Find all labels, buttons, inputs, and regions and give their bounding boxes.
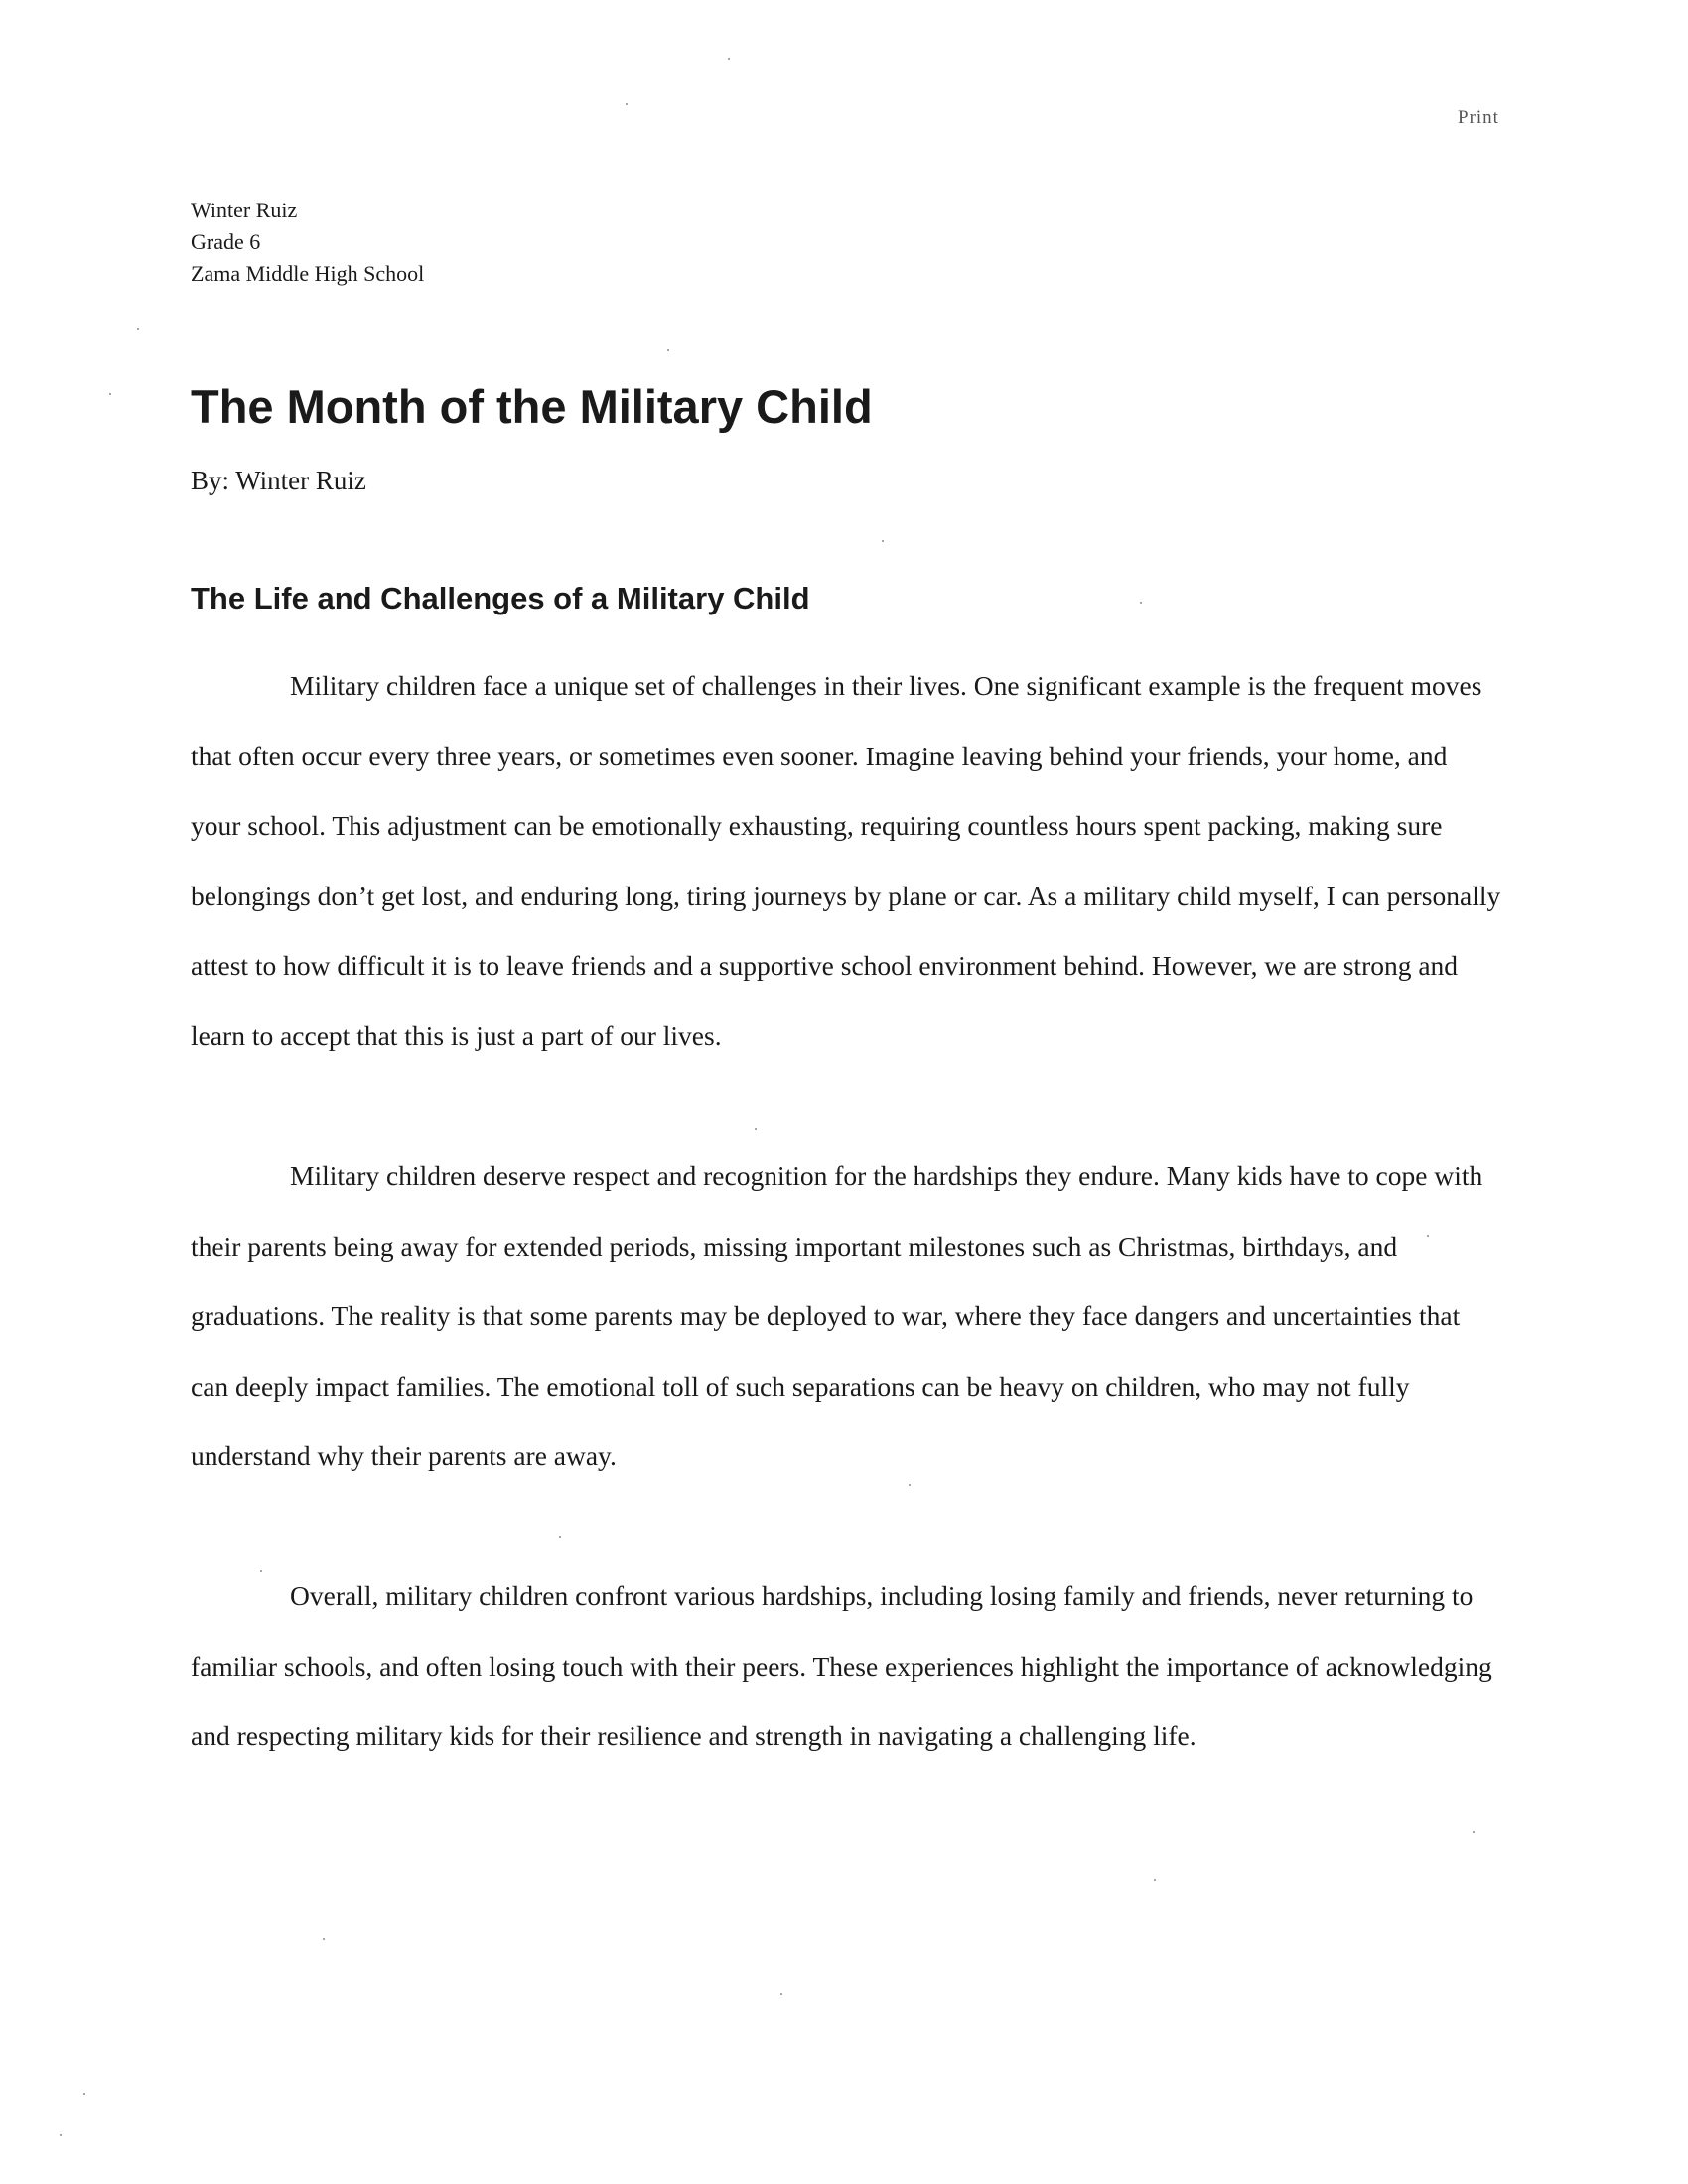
- scan-speck: [728, 58, 730, 60]
- scan-speck: [755, 1128, 757, 1130]
- scan-speck: [667, 349, 669, 351]
- section-heading: The Life and Challenges of a Military Child: [191, 581, 810, 615]
- scan-speck: [323, 1938, 325, 1940]
- scan-speck: [882, 540, 884, 542]
- body-paragraph-3: Overall, military children confront various hardships, including losing family and friends, never returning to familiar schools, and often losing touch with their peers. These experiences highlight the importance of acknowledging and respecting military kids for their resilience and strength in navigating a challenging life.: [191, 1580, 1492, 1751]
- body-paragraph-2: Military children deserve respect and recognition for the hardships they endure. Many kids have to cope with their parents being away for extended periods, missing important milestones such as Christmas, birthdays, and graduations. The reality is that some parents may be deployed to war, where they face dangers and uncertainties that can deeply impact families. The emotional toll of such separations can be heavy on children, who may not fully understand why their parents are away.: [191, 1160, 1483, 1471]
- scan-speck: [626, 103, 628, 105]
- scan-speck: [60, 2134, 62, 2136]
- byline: By: Winter Ruiz: [191, 466, 366, 495]
- author-name: Winter Ruiz: [191, 198, 298, 222]
- scan-speck: [559, 1536, 561, 1538]
- body-paragraph-1: Military children face a unique set of challenges in their lives. One significant example is the frequent moves that often occur every three years, or sometimes even sooner. Imagine leaving behind your friends, your home, and your school. This adjustment can be emotionally exhausting, requiring countless hours spent packing, making sure belongings don’t get lost, and enduring long, tiring journeys by plane or car. As a military child myself, I can personally attest to how difficult it is to leave friends and a supportive school environment behind. However, we are strong and learn to accept that this is just a part of our lives.: [191, 670, 1501, 1051]
- scan-speck: [137, 328, 139, 330]
- scan-speck: [83, 2093, 85, 2095]
- print-mark: Print: [1458, 107, 1499, 128]
- scan-speck: [1473, 1831, 1475, 1833]
- document-title: The Month of the Military Child: [191, 380, 873, 433]
- scan-speck: [909, 1484, 911, 1486]
- scan-speck: [109, 393, 111, 395]
- author-grade: Grade 6: [191, 229, 261, 254]
- scan-speck: [260, 1570, 262, 1572]
- scan-speck: [1140, 602, 1142, 604]
- author-school: Zama Middle High School: [191, 261, 425, 286]
- scan-speck: [780, 1993, 782, 1995]
- scan-speck: [1427, 1235, 1429, 1237]
- author-header: [191, 195, 424, 290]
- scan-speck: [1154, 1879, 1156, 1881]
